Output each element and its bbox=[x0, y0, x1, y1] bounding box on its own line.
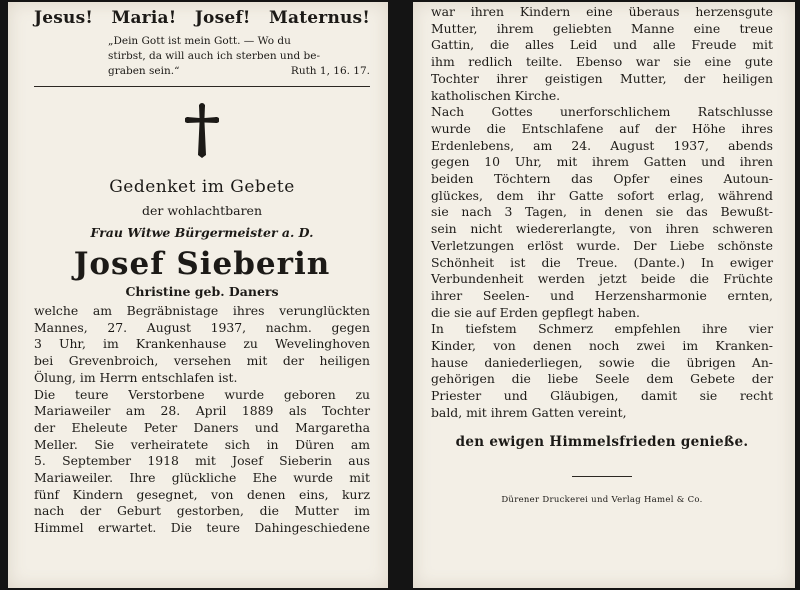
text-line: Erdenlebens, am 24. August 1937, abends bbox=[431, 137, 773, 153]
text-line: Meller. Sie verheiratete sich in Düren am bbox=[34, 436, 370, 452]
text-line: Mariaweiler am 28. April 1889 als Tochter bbox=[34, 403, 370, 419]
closing-divider bbox=[572, 476, 632, 477]
closing-line: den ewigen Himmelsfrieden genieße. bbox=[455, 433, 749, 450]
right-body-text bbox=[431, 4, 773, 422]
text-line: gehörigen die liebe Seele dem Gebete der bbox=[431, 371, 773, 387]
header-divider bbox=[34, 86, 370, 87]
text-line: Mariaweiler. Ihre glückliche Ehe wurde mit bbox=[34, 470, 370, 486]
header-name-maternus: Maternus! bbox=[268, 8, 370, 28]
text-line: Gattin, die alles Leid und alle Freude mit bbox=[431, 37, 773, 53]
right-card bbox=[413, 2, 795, 588]
text-line: Die teure Verstorbene wurde geboren zu bbox=[34, 386, 370, 402]
bible-quote bbox=[34, 34, 370, 79]
text-line: In tiefstem Schmerz empfehlen ihre vier bbox=[431, 321, 773, 337]
header-name-jesus: Jesus! bbox=[34, 8, 94, 28]
text-line: ihm redlich teilte. Ebenso war sie eine gute bbox=[431, 54, 773, 70]
text-line: Nach Gottes unerforschlichem Ratschlusse bbox=[431, 104, 773, 120]
text-line: Priester und Gläubigen, damit sie recht bbox=[431, 388, 773, 404]
header-names bbox=[34, 8, 370, 28]
text-line: sie nach 3 Tagen, in denen sie das Bewußt- bbox=[431, 204, 773, 220]
text-line: glückes, dem ihr Gatte sofort erlag, während bbox=[431, 187, 773, 203]
quote-line: „Dein Gott ist mein Gott. — Wo du bbox=[108, 35, 291, 47]
text-line: nach der Geburt gestorben, die Mutter im bbox=[34, 503, 370, 519]
header-name-maria: Maria! bbox=[111, 8, 177, 28]
text-line: Verbundenheit werden jetzt beide die Früchte bbox=[431, 271, 773, 287]
text-line: 3 Uhr, im Krankenhause zu Wevelinghoven bbox=[34, 336, 370, 352]
deceased-name: Josef Sieberin bbox=[73, 246, 331, 282]
right-card-content bbox=[431, 4, 773, 505]
left-card bbox=[8, 2, 388, 588]
cross-icon bbox=[185, 103, 219, 159]
left-body-text bbox=[34, 303, 370, 537]
quote-line: stirbst, da will auch ich sterben und be- bbox=[108, 50, 320, 62]
memorial-subheading: der wohlachtbaren bbox=[141, 203, 263, 218]
text-line: Kinder, von denen noch zwei im Kranken- bbox=[431, 338, 773, 354]
text-line: Ölung, im Herrn entschlafen ist. bbox=[34, 369, 238, 385]
text-line: fünf Kindern gesegnet, von denen eins, kurz bbox=[34, 486, 370, 502]
text-line: bald, mit ihrem Gatten vereint, bbox=[431, 404, 627, 420]
text-line: Mannes, 27. August 1937, nachm. gegen bbox=[34, 319, 370, 335]
text-line: Mutter, ihrem geliebten Manne eine treue bbox=[431, 20, 773, 36]
text-line: Schönheit ist die Treue. (Dante.) In ewiger bbox=[431, 254, 773, 270]
header-name-josef: Josef! bbox=[194, 8, 251, 28]
left-card-content bbox=[34, 8, 370, 537]
text-line: war ihren Kindern eine überaus herzensgute bbox=[431, 4, 773, 19]
text-line: der Eheleute Peter Daners und Margaretha bbox=[34, 419, 370, 435]
birth-name: Christine geb. Daners bbox=[125, 284, 279, 299]
text-line: Verletzungen erlöst wurde. Der Liebe schönste bbox=[431, 237, 773, 253]
text-line: gegen 10 Uhr, mit ihrem Gatten und ihren bbox=[431, 154, 773, 170]
text-line: bei Grevenbroich, versehen mit der heiligen bbox=[34, 353, 370, 369]
text-line: 5. September 1918 mit Josef Sieberin aus bbox=[34, 453, 370, 469]
quote-reference: Ruth 1, 16. 17. bbox=[290, 65, 370, 77]
title-line: Frau Witwe Bürgermeister a. D. bbox=[90, 225, 314, 240]
text-line: katholischen Kirche. bbox=[431, 87, 561, 103]
text-line: Tochter ihrer geistigen Mutter, der heiligen bbox=[431, 70, 773, 86]
memorial-heading: Gedenket im Gebete bbox=[109, 177, 295, 197]
text-line: Himmel erwartet. Die teure Dahingeschiedene bbox=[34, 520, 370, 536]
cross-icon-wrap bbox=[34, 103, 370, 163]
text-line: welche am Begräbnistage ihres verunglückten bbox=[34, 303, 370, 318]
printer-imprint: Dürener Druckerei und Verlag Hamel & Co. bbox=[501, 494, 703, 505]
text-line: ihrer Seelen- und Herzensharmonie ernten, bbox=[431, 287, 773, 303]
text-line: hause daniederliegen, sowie die übrigen An- bbox=[431, 354, 773, 370]
text-line: sein nicht wiedererlangte, von ihren schweren bbox=[431, 221, 773, 237]
text-line: wurde die Entschlafene auf der Höhe ihres bbox=[431, 120, 773, 136]
text-line: beiden Töchtern das Opfer eines Autoun- bbox=[431, 171, 773, 187]
quote-line: graben sein.“ bbox=[108, 65, 180, 77]
text-line: die sie auf Erden gepflegt haben. bbox=[431, 304, 640, 320]
